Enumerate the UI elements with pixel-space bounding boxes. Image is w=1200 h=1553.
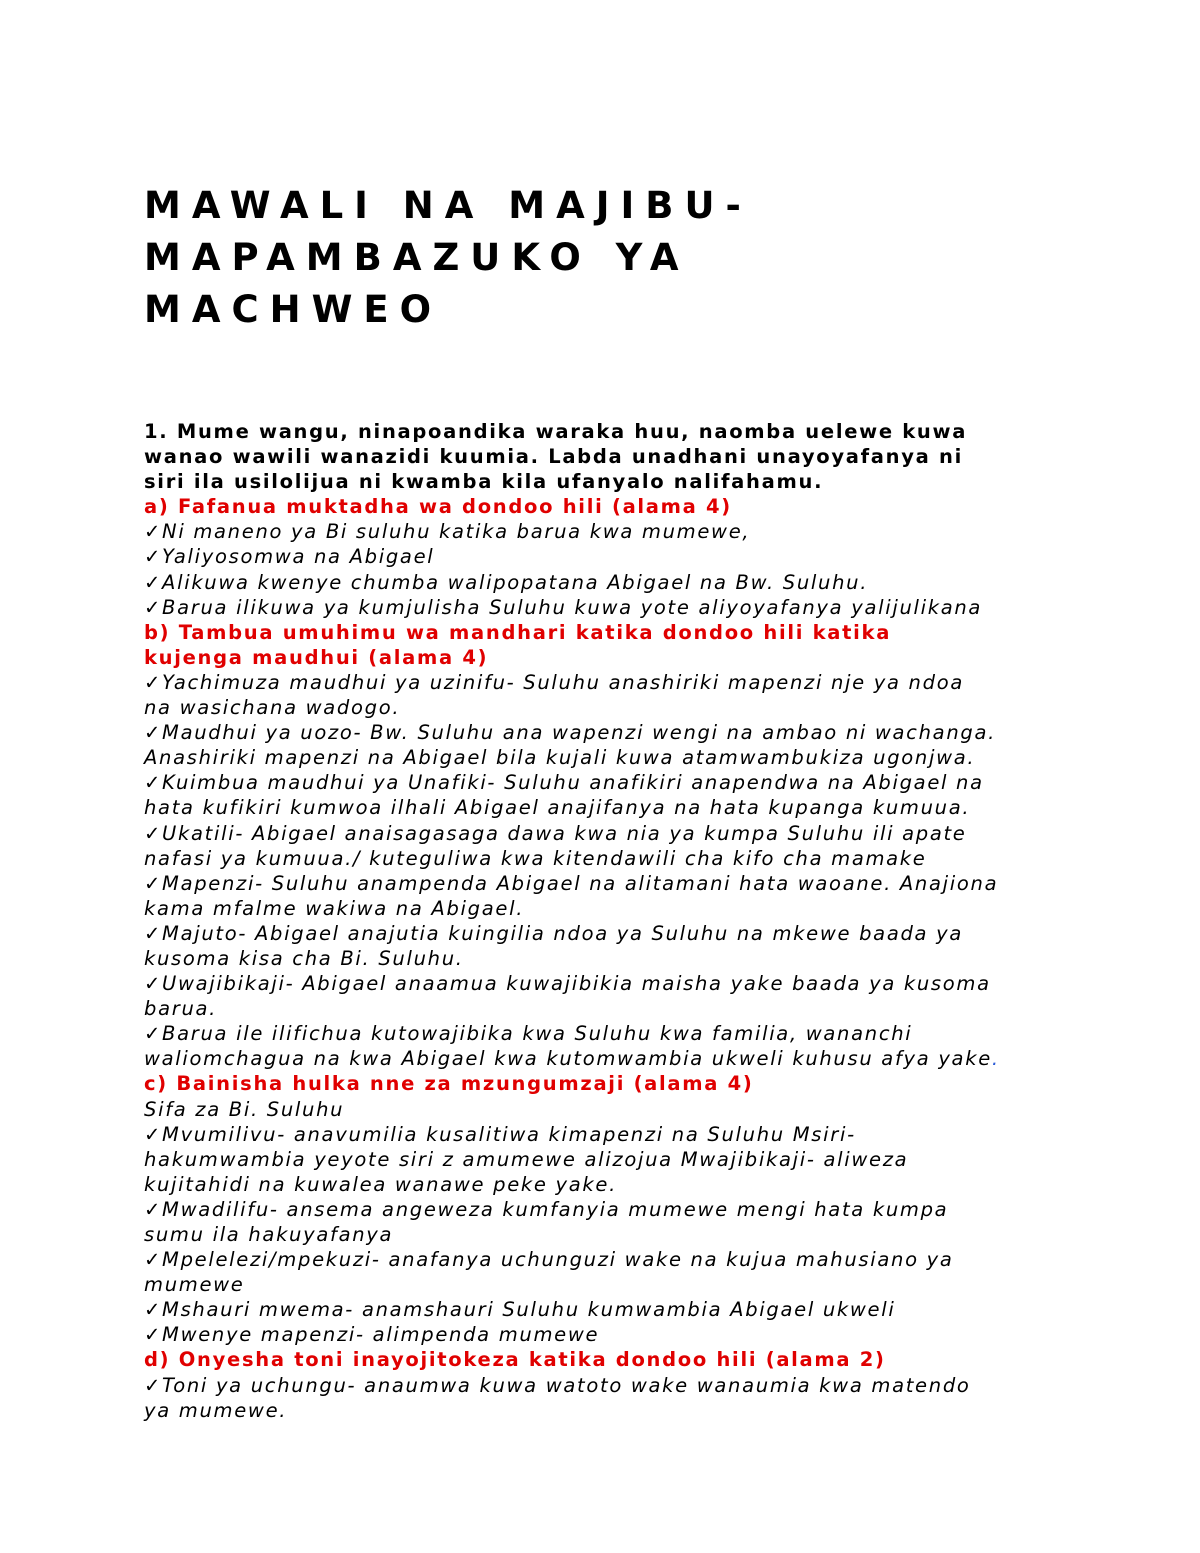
answer-line: ✓Mvumilivu- anavumilia kusalitiwa kimapenzi na Suluhu Msiri- bbox=[144, 1122, 856, 1146]
answer-line: ✓Barua ilikuwa ya kumjulisha Suluhu kuwa yote aliyoyafanya yalijulikana bbox=[144, 595, 983, 619]
sub-question: kujenga maudhui (alama 4) bbox=[144, 645, 489, 669]
question-text: siri ila usilolijua ni kwamba kila ufanyalo nalifahamu. bbox=[144, 470, 824, 494]
answer-line: kama mfalme wakiwa na Abigael. bbox=[144, 896, 525, 920]
answer-line: ✓Barua ile ilifichua kutowajibika kwa Suluhu kwa familia, wananchi bbox=[144, 1022, 913, 1046]
answer-line: Anashiriki mapenzi na Abigael bila kujali kuwa atamwambukiza ugonjwa. bbox=[144, 746, 976, 770]
answer-line: kusoma kisa cha Bi. Suluhu. bbox=[144, 946, 464, 970]
answer-line: ✓Mwadilifu- ansema angeweza kumfanyia mumewe mengi hata kumpa bbox=[144, 1197, 949, 1221]
answer-line: ✓Ukatili- Abigael anaisagasaga dawa kwa nia ya kumpa Suluhu ili apate bbox=[144, 821, 967, 845]
answer-line: ✓Mapenzi- Suluhu anampenda Abigael na alitamani hata waoane. Anajiona bbox=[144, 871, 999, 895]
document-page bbox=[144, 180, 1074, 1423]
sub-question: d) Onyesha toni inayojitokeza katika dondoo hili (alama 2) bbox=[144, 1348, 886, 1372]
answer-line: ✓Uwajibikaji- Abigael anaamua kuwajibikia maisha yake baada ya kusoma bbox=[144, 972, 991, 996]
answer-line: hata kufikiri kumwoa ilhali Abigael anajifanya na hata kupanga kumuua. bbox=[144, 796, 971, 820]
answer-line: na wasichana wadogo. bbox=[144, 696, 401, 720]
answer-line: ✓Yaliyosomwa na Abigael bbox=[144, 545, 435, 569]
sub-question: a) Fafanua muktadha wa dondoo hili (alama 4) bbox=[144, 495, 732, 519]
answer-line: ✓Mshauri mwema- anamshauri Suluhu kumwambia Abigael ukweli bbox=[144, 1298, 896, 1322]
answer-line: Sifa za Bi. Suluhu bbox=[144, 1097, 345, 1121]
answer-text: waliomchagua na kwa Abigael kwa kutomwambia ukweli kuhusu afya yake bbox=[144, 1047, 992, 1071]
answer-period: . bbox=[991, 1047, 1000, 1071]
question-text: wanao wawili wanazidi kuumia. Labda unadhani unayoyafanya ni bbox=[144, 445, 963, 469]
answer-line: ✓Mwenye mapenzi- alimpenda mumewe bbox=[144, 1323, 600, 1347]
answer-line: sumu ila hakuyafanya bbox=[144, 1223, 394, 1246]
answer-line: ya mumewe. bbox=[144, 1398, 288, 1422]
answer-line: ✓Maudhui ya uozo- Bw. Suluhu ana wapenzi wengi na ambao ni wachanga. bbox=[144, 721, 997, 745]
answer-line: ✓Alikuwa kwenye chumba walipopatana Abigael na Bw. Suluhu. bbox=[144, 570, 869, 594]
question-text: 1. Mume wangu, ninapoandika waraka huu, naomba uelewe kuwa bbox=[144, 420, 968, 443]
answer-line: nafasi ya kumuua./ kuteguliwa kwa kitendawili cha kifo cha mamake bbox=[144, 846, 927, 870]
answer-line: hakumwambia yeyote siri z amumewe alizojua Mwajibikaji- aliweza bbox=[144, 1147, 909, 1171]
sub-question: b) Tambua umuhimu wa mandhari katika dondoo hili katika bbox=[144, 620, 892, 644]
answer-line: ✓Mpelelezi/mpekuzi- anafanya uchunguzi wake na kujua mahusiano ya bbox=[144, 1248, 954, 1272]
answer-line: barua. bbox=[144, 997, 218, 1021]
answer-line: ✓Majuto- Abigael anajutia kuingilia ndoa ya Suluhu na mkewe baada ya bbox=[144, 921, 963, 945]
answer-line: ✓Yachimuza maudhui ya uzinifu- Suluhu anashiriki mapenzi nje ya ndoa bbox=[144, 670, 964, 694]
answer-line: mumewe bbox=[144, 1273, 245, 1297]
answer-line: ✓Ni maneno ya Bi suluhu katika barua kwa mumewe, bbox=[144, 520, 751, 544]
answer-line: ✓Toni ya uchungu- anaumwa kuwa watoto wake wanaumia kwa matendo bbox=[144, 1373, 971, 1397]
answer-line bbox=[144, 1046, 1074, 1071]
answer-line: ✓Kuimbua maudhui ya Unafiki- Suluhu anafikiri anapendwa na Abigael na bbox=[144, 771, 984, 795]
document-title: MAWALI NA MAJIBU- MAPAMBAZUKO YA MACHWEO bbox=[144, 184, 752, 331]
document-content bbox=[144, 419, 1074, 1423]
answer-line: kujitahidi na kuwalea wanawe peke yake. bbox=[144, 1172, 617, 1196]
sub-question: c) Bainisha hulka nne za mzungumzaji (alama 4) bbox=[144, 1072, 754, 1096]
